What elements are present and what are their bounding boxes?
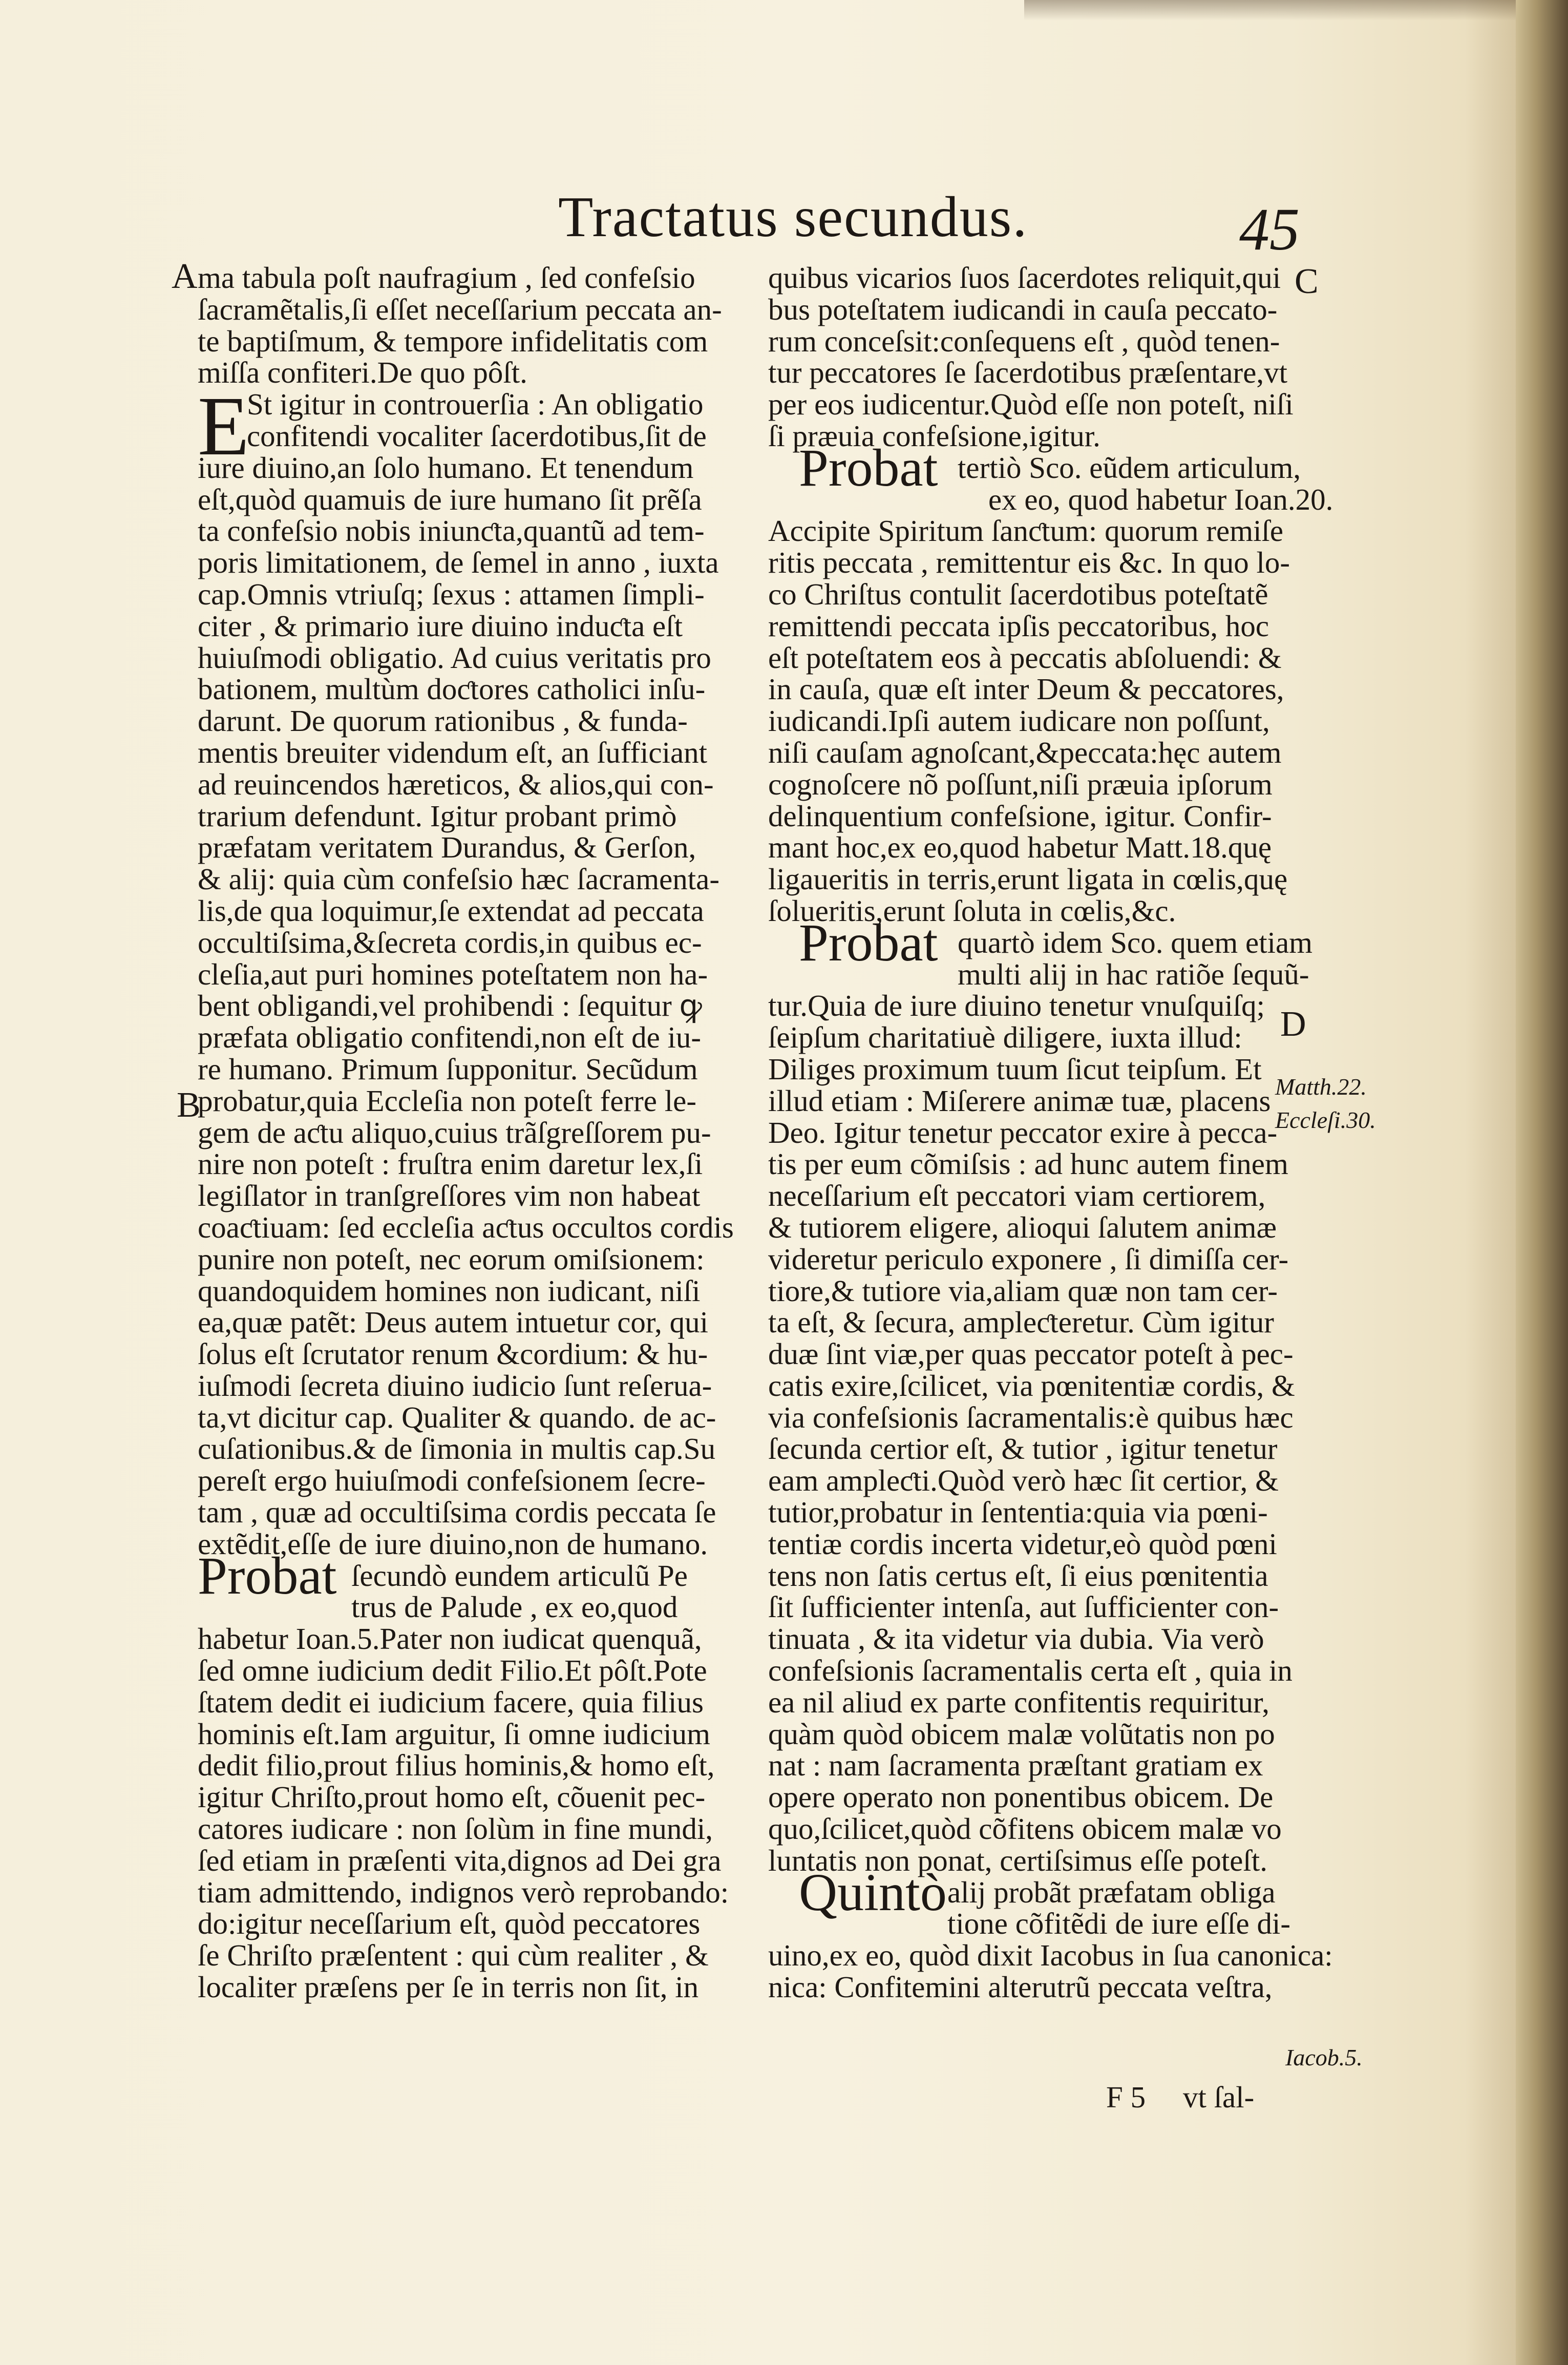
- text-line: præfatam veritatem Durandus, & Gerſon,: [198, 830, 696, 865]
- text-line: localiter præſens per ſe in terris non ſit, in: [198, 1970, 699, 2004]
- text-line: niſi cauſam agnoſcant,&peccata:hęc autem: [768, 735, 1282, 769]
- text-line: nire non poteſt : fruſtra enim daretur lex,ſi: [198, 1147, 703, 1181]
- text-line: iudicandi.Ipſi autem iudicare non poſſunt,: [768, 704, 1270, 738]
- text-line: St igitur in controuerſia : An obligatio: [247, 387, 704, 422]
- text-line: ea nil aliud ex parte confitentis requiritur,: [768, 1685, 1269, 1719]
- text-line: tur.Quia de iure diuino tenetur vnuſquiſq;: [768, 989, 1265, 1023]
- text-line: legiſlator in tranſgreſſores vim non habeat: [198, 1179, 701, 1213]
- text-line: tinuata , & ita videtur via dubia. Via verò: [768, 1622, 1264, 1656]
- probat-heading: Probat: [198, 1546, 337, 1605]
- text-line: huiuſmodi obligatio. Ad cuius veritatis pro: [198, 640, 711, 675]
- text-line: ſe Chriſto præſentent : qui cùm realiter , &: [198, 1938, 709, 1973]
- text-line: catis exire,ſcilicet, via pœnitentiæ cordis, &: [768, 1368, 1295, 1403]
- text-line: cognoſcere nõ poſſunt,niſi præuia ipſorum: [768, 767, 1273, 801]
- text-line: ta,vt dicitur cap. Qualiter & quando. de ac-: [198, 1400, 716, 1434]
- text-line: igitur Chriſto,prout homo eſt, cõuenit pec-: [198, 1780, 706, 1814]
- left-column: [198, 261, 734, 2004]
- text-line: luntatis non ponat, certiſsimus eſſe poteſt.: [768, 1843, 1267, 1877]
- text-line: via confeſsionis ſacramentalis:è quibus hæc: [768, 1400, 1294, 1434]
- text-line: Diliges proximum tuum ſicut teipſum. Et: [768, 1052, 1262, 1086]
- text-line: extẽdit,eſſe de iure diuino,non de humano.: [198, 1526, 708, 1561]
- text-line: miſſa confiteri.De quo pôſt.: [198, 355, 527, 390]
- text-line: confeſsionis ſacramentalis certa eſt , quia in: [768, 1654, 1292, 1688]
- text-line: & alij: quia cùm confeſsio hæc ſacramenta-: [198, 862, 720, 896]
- text-line: quàm quòd obicem malæ volũtatis non po: [768, 1717, 1275, 1751]
- text-line: ſolueritis,erunt ſoluta in cœlis,&c.: [768, 893, 1176, 928]
- side-note-eccles: Eccleſi.30.: [1275, 1107, 1376, 1133]
- text-line: cleſia,aut puri homines poteſtatem non ha-: [198, 957, 708, 991]
- text-line: ſed etiam in præſenti vita,dignos ad Dei gra: [198, 1843, 722, 1877]
- text-line: ſed omne iudicium dedit Filio.Et pôſt.Pote: [198, 1654, 707, 1688]
- text-line: illud etiam : Miſerere animæ tuæ, placens: [768, 1083, 1271, 1118]
- probat-line: [768, 438, 1301, 497]
- text-line: tentiæ cordis incerta videtur,eò quòd pœni: [768, 1526, 1277, 1561]
- text-line: Accipite Spiritum ſanƈtum: quorum remiſe: [768, 514, 1284, 548]
- text-line: re humano. Primum ſupponitur. Secũdum: [198, 1052, 698, 1086]
- text-line: ſit ſufficienter intenſa, aut ſufficienter con-: [768, 1590, 1279, 1624]
- section-marker-d: D: [1280, 1004, 1306, 1044]
- text-line: quandoquidem homines non iudicant, niſi: [198, 1273, 701, 1308]
- text-line: opere operato non ponentibus obicem. De: [768, 1780, 1274, 1814]
- text-line: trus de Palude , ex eo,quod: [351, 1590, 678, 1624]
- text-line: uino,ex eo, quòd dixit Iacobus in ſua canonica:: [768, 1938, 1333, 1973]
- page-shadow: [1024, 0, 1516, 20]
- text-line: ea,quæ patẽt: Deus autem intuetur cor, qui: [198, 1305, 709, 1340]
- section-marker-c: C: [1295, 262, 1319, 301]
- text-line: do:igitur neceſſarium eſt, quòd peccatores: [198, 1907, 701, 1941]
- text-line: præfata obligatio confitendi,non eſt de iu-: [198, 1020, 702, 1055]
- text-line: Deo. Igitur tenetur peccator exire à pecca-: [768, 1115, 1278, 1149]
- text-line: tur peccatores ſe ſacerdotibus præſentare,vt: [768, 355, 1288, 390]
- text-line: quartò idem Sco. quem etiam: [958, 925, 1313, 959]
- side-note-matth: Matth.22.: [1275, 1074, 1367, 1100]
- text-line: habetur Ioan.5.Pater non iudicat quenquã,: [198, 1622, 702, 1656]
- text-line: ex eo, quod habetur Ioan.20.: [988, 482, 1333, 516]
- text-line: cap.Omnis vtriuſq; ſexus : attamen ſimpli-: [198, 577, 705, 611]
- catchword: vt ſal-: [1183, 2080, 1255, 2114]
- probat-heading: Probat: [799, 438, 938, 497]
- text-line: tiam admittendo, indignos verò reprobando:: [198, 1875, 729, 1909]
- text-line: bent obligandi,vel prohibendi : ſequitur ꝙ: [198, 989, 702, 1023]
- text-line: trarium defendunt. Igitur probant primò: [198, 799, 677, 833]
- text-line: probatur,quia Eccleſia non poteſt ferre le-: [198, 1083, 696, 1118]
- text-line: punire non poteſt, nec eorum omiſsionem:: [198, 1242, 705, 1276]
- probat-line: [198, 1546, 725, 1605]
- text-line: alij probãt præfatam obliga: [947, 1875, 1276, 1909]
- text-line: coaƈtiuam: ſed eccleſia aƈtus occultos cordis: [198, 1210, 734, 1244]
- text-line: ſacramẽtalis,ſi eſſet neceſſarium peccata an-: [198, 292, 722, 326]
- text-line: ſolus eſt ſcrutator renum &cordium: & hu-: [198, 1337, 708, 1371]
- text-line: ligaueritis in terris,erunt ligata in cœlis,quę: [768, 862, 1288, 896]
- text-line: duæ ſint viæ,per quas peccator poteſt à pec-: [768, 1337, 1294, 1371]
- text-line: te baptiſmum, & tempore infidelitatis com: [198, 324, 708, 358]
- section-marker-b: B: [177, 1085, 201, 1125]
- text-line: tione cõfitẽdi de iure eſſe di-: [947, 1907, 1291, 1941]
- text-line: gem de aƈtu aliquo,cuius trãſgreſſorem pu-: [198, 1115, 711, 1149]
- text-line: ſecunda certior eſt, & tutior , igitur tenetur: [768, 1432, 1278, 1466]
- text-line: remittendi peccata ipſis peccatoribus, hoc: [768, 609, 1269, 643]
- text-line: darunt. De quorum rationibus , & funda-: [198, 704, 688, 738]
- page-number: 45: [1239, 196, 1300, 263]
- text-line: rum conceſsit:conſequens eſt , quòd tenen-: [768, 324, 1280, 358]
- text-line: bationem, multùm doƈtores catholici inſu-: [198, 672, 706, 706]
- page-edge: [1516, 0, 1568, 2365]
- text-line: citer , & primario iure diuino induƈta eſt: [198, 609, 683, 643]
- quinto-heading: Quintò: [799, 1862, 947, 1922]
- text-line: iuſmodi ſecreta diuino iudicio ſunt reſerua-: [198, 1368, 712, 1403]
- text-line: catores iudicare : non ſolùm in fine mundi,: [198, 1812, 713, 1846]
- text-line: tens non ſatis certus eſt, ſi eius pœnitentia: [768, 1558, 1268, 1593]
- text-line: tertiò Sco. eũdem articulum,: [958, 450, 1301, 485]
- text-line: ſi præuia confeſsione,igitur.: [768, 418, 1100, 453]
- text-line: in cauſa, quæ eſt inter Deum & peccatores,: [768, 672, 1284, 706]
- drop-cap: E: [198, 379, 249, 473]
- text-line: videretur periculo exponere , ſi dimiſſa cer-: [768, 1242, 1289, 1276]
- text-line: occultiſsima,&ſecreta cordis,in quibus ec-: [198, 925, 702, 959]
- text-line: ta eſt, & ſecura, ampleƈteretur. Cùm igitur: [768, 1305, 1274, 1340]
- text-line: quo,ſcilicet,quòd cõfitens obicem malæ vo: [768, 1812, 1282, 1846]
- text-line: quibus vicarios ſuos ſacerdotes reliquit,qui: [768, 261, 1281, 295]
- text-line: tam , quæ ad occultiſsima cordis peccata ſe: [198, 1495, 716, 1530]
- text-line: bus poteſtatem iudicandi in cauſa peccato-: [768, 292, 1278, 326]
- probat-heading: Probat: [799, 913, 938, 972]
- text-line: tutior,probatur in ſententia:quia via pœni-: [768, 1495, 1268, 1530]
- text-line: nat : nam ſacramenta præſtant gratiam ex: [768, 1748, 1263, 1783]
- text-line: ritis peccata , remittentur eis &c. In quo lo-: [768, 546, 1290, 580]
- text-line: poris limitationem, de ſemel in anno , iuxta: [198, 546, 719, 580]
- probat-line: [768, 913, 1313, 972]
- text-line: mant hoc,ex eo,quod habetur Matt.18.quę: [768, 830, 1272, 865]
- running-header: [0, 184, 1516, 261]
- signature-mark: F 5: [1106, 2080, 1146, 2114]
- text-line: tiore,& tutiore via,aliam quæ non tam cer-: [768, 1273, 1278, 1308]
- text-line: eſt poteſtatem eos à peccatis abſoluendi: &: [768, 640, 1282, 675]
- text-line: eſt,quòd quamuis de iure humano ſit prẽſa: [198, 482, 702, 516]
- text-line: lis,de qua loquimur,ſe extendat ad peccata: [198, 893, 704, 928]
- text-line: & tutiorem eligere, alioqui ſalutem animæ: [768, 1210, 1277, 1244]
- text-line: ſeipſum charitatiuè diligere, iuxta illud:: [768, 1020, 1242, 1055]
- page-title: Tractatus secundus.: [558, 185, 1028, 249]
- text-line: iure diuino,an ſolo humano. Et tenendum: [198, 450, 694, 485]
- section-marker-a: A: [172, 257, 198, 296]
- text-line: ſtatem dedit ei iudicium facere, quia filius: [198, 1685, 704, 1719]
- text-line: cuſationibus.& de ſimonia in multis cap.Su: [198, 1432, 716, 1466]
- text-line: neceſſarium eſt peccatori viam certiorem,: [768, 1179, 1266, 1213]
- text-line: ta confeſsio nobis iniunƈta,quantũ ad tem-: [198, 514, 705, 548]
- text-line: co Chriſtus contulit ſacerdotibus poteſtatẽ: [768, 577, 1268, 611]
- text-line: pereſt ergo huiuſmodi confeſsionem ſecre-: [198, 1463, 706, 1498]
- text-line: nica: Confitemini alterutrũ peccata veſtra,: [768, 1970, 1273, 2004]
- text-line: hominis eſt.Iam arguitur, ſi omne iudicium: [198, 1717, 711, 1751]
- text-line: ſecundò eundem articulũ Pe: [351, 1558, 688, 1593]
- text-line: per eos iudicentur.Quòd eſſe non poteſt, niſi: [768, 387, 1294, 422]
- text-line: eam ampleƈti.Quòd verò hæc ſit certior, &: [768, 1463, 1279, 1498]
- page-edge-shadow: [1465, 0, 1516, 2365]
- text-line: dedit filio,prout filius hominis,& homo eſt,: [198, 1748, 715, 1783]
- text-line: ma tabula poſt naufragium , ſed confeſsio: [198, 261, 695, 295]
- text-line: ad reuincendos hæreticos, & alios,qui con-: [198, 767, 714, 801]
- side-note-iacob: Iacob.5.: [1285, 2044, 1363, 2070]
- text-line: tis per eum cõmiſsis : ad hunc autem finem: [768, 1147, 1288, 1181]
- text-line: confitendi vocaliter ſacerdotibus,ſit de: [247, 418, 707, 453]
- quinto-line: [768, 1862, 1280, 1922]
- text-line: delinquentium confeſsione, igitur. Confir-: [768, 799, 1272, 833]
- text-line: multi alij in hac ratiõe ſequũ-: [958, 957, 1309, 991]
- text-line: mentis breuiter videndum eſt, an ſufficiant: [198, 735, 708, 769]
